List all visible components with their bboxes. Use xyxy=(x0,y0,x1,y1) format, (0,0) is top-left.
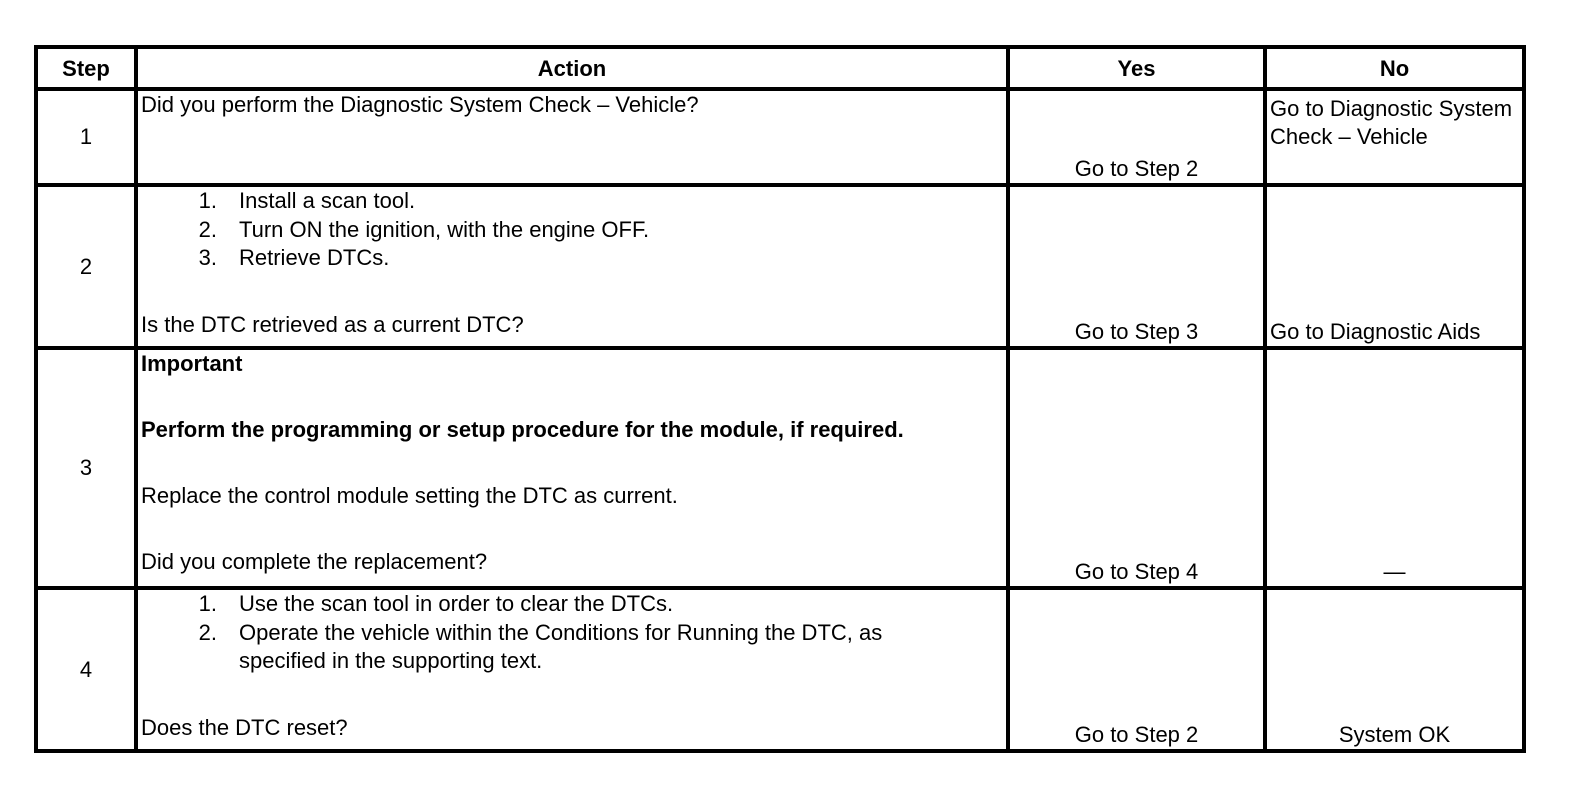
list-item xyxy=(198,590,1003,619)
header-action: Action xyxy=(136,47,1008,89)
yes-cell: Go to Step 4 xyxy=(1008,348,1265,588)
step-number: 4 xyxy=(36,588,136,751)
action-cell xyxy=(136,348,1008,588)
yes-cell: Go to Step 2 xyxy=(1008,89,1265,185)
step-number: 3 xyxy=(36,348,136,588)
list-item-number: 1. xyxy=(198,188,217,213)
list-item xyxy=(198,619,1003,676)
action-question: Did you complete the replacement? xyxy=(141,549,488,574)
action-instruction: Replace the control module setting the DTC as current. xyxy=(141,483,678,508)
list-item-text: Retrieve DTCs. xyxy=(239,245,390,270)
header-step: Step xyxy=(36,47,136,89)
list-item xyxy=(198,216,1003,245)
no-cell: Go to Diagnostic Aids xyxy=(1265,185,1524,348)
table-row xyxy=(36,348,1524,588)
important-text: Perform the programming or setup procedure for the module, if required. xyxy=(141,417,904,442)
list-item-number: 3. xyxy=(198,245,217,270)
table-row xyxy=(36,588,1524,751)
list-item-text: Install a scan tool. xyxy=(239,188,416,213)
list-item xyxy=(198,187,1003,216)
action-question: Did you perform the Diagnostic System Check – Vehicle? xyxy=(141,92,699,117)
header-no: No xyxy=(1265,47,1524,89)
no-cell: System OK xyxy=(1265,588,1524,751)
action-steps-list xyxy=(141,590,1003,676)
yes-cell: Go to Step 2 xyxy=(1008,588,1265,751)
list-item-number: 1. xyxy=(198,591,217,616)
yes-cell: Go to Step 3 xyxy=(1008,185,1265,348)
list-item-number: 2. xyxy=(198,619,217,645)
list-item-text: Turn ON the ignition, with the engine OFF. xyxy=(239,216,650,242)
action-question: Is the DTC retrieved as a current DTC? xyxy=(141,311,524,337)
list-item-text: Operate the vehicle within the Conditions for Running the DTC, as specified in the supporting text. xyxy=(239,619,883,673)
action-question: Does the DTC reset? xyxy=(141,714,348,740)
no-cell: — xyxy=(1265,348,1524,588)
action-cell xyxy=(136,89,1008,185)
list-item-text: Use the scan tool in order to clear the DTCs. xyxy=(239,591,674,616)
action-steps-list xyxy=(141,187,1003,273)
header-yes: Yes xyxy=(1008,47,1265,89)
header-row xyxy=(36,47,1524,89)
action-cell xyxy=(136,185,1008,348)
list-item xyxy=(198,244,1003,273)
important-label: Important xyxy=(141,351,243,376)
action-cell xyxy=(136,588,1008,751)
table-row xyxy=(36,89,1524,185)
no-cell: Go to Diagnostic System Check – Vehicle xyxy=(1265,89,1524,185)
table-row xyxy=(36,185,1524,348)
list-item-number: 2. xyxy=(198,216,217,242)
step-number: 1 xyxy=(36,89,136,185)
diagnostic-table xyxy=(34,45,1526,753)
step-number: 2 xyxy=(36,185,136,348)
